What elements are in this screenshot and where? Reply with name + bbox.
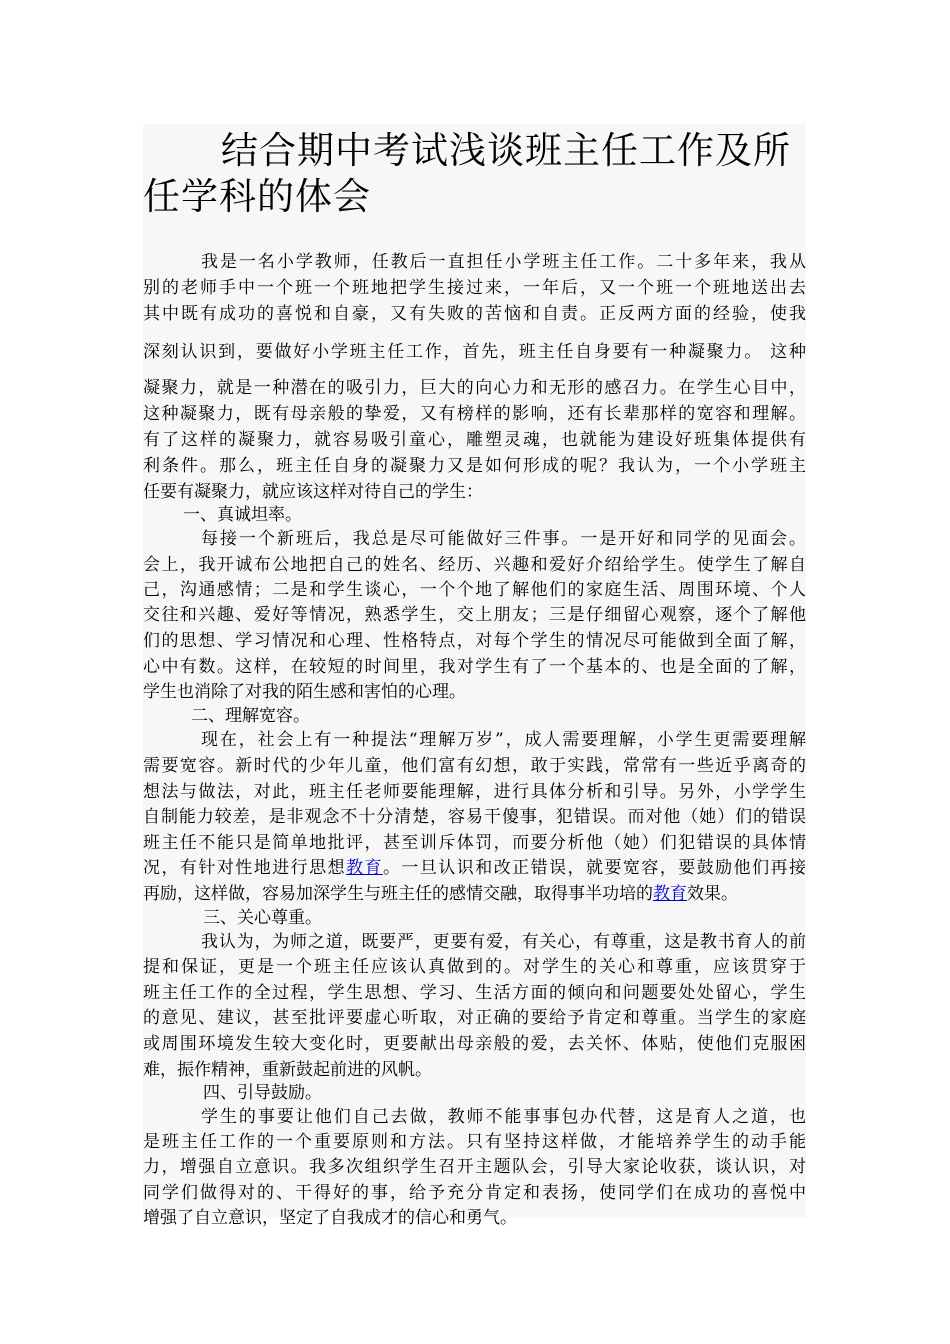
document-title: 结合期中考试浅谈班主任工作及所任学科的体会 xyxy=(143,129,791,218)
text-line: 有了这样的凝聚力，就容易吸引童心，雕塑灵魂，也就能为建设好班集体提供有 xyxy=(143,430,806,450)
text-line: 自制能力较差，是非观念不十分清楚，容易干傻事，犯错误。而对他（她）们的错误 xyxy=(143,807,806,827)
text-line: 再励，这样做，容易加深学生与班主任的感情交融，取得事半功培的教育效果。 xyxy=(143,884,738,904)
text-line: 我是一名小学教师，任教后一直担任小学班主任工作。二十多年来，我从 xyxy=(201,252,806,272)
text-line: 我认为，为师之道，既要严，更要有爱，有关心，有尊重，这是教书育人的前 xyxy=(201,932,806,952)
text-line: 提和保证，更是一个班主任应该认真做到的。对学生的关心和尊重，应该贯穿于 xyxy=(143,957,806,977)
text-line: 学生也消除了对我的陌生感和害怕的心理。 xyxy=(143,682,466,702)
text-line: 况，有针对性地进行思想教育。一旦认识和改正错误，就要宽容，要鼓励他们再接 xyxy=(143,858,806,878)
text-line: 会上，我开诚布公地把自己的姓名、经历、兴趣和爱好介绍给学生。使学生了解自 xyxy=(143,555,806,575)
text-line: 力，增强自立意识。我多次组织学生召开主题队会，引导大家论收获，谈认识，对 xyxy=(143,1157,806,1177)
section-heading: 一、真诚坦率。 xyxy=(183,505,302,525)
text-line: 己，沟通感情；二是和学生谈心，一个个地了解他们的家庭生活、周围环境、个人 xyxy=(143,580,806,600)
text-line: 交往和兴趣、爱好等情况，熟悉学生，交上朋友；三是仔细留心观察，逐个了解他 xyxy=(143,605,806,625)
text-line: 现在，社会上有一种提法“理解万岁”，成人需要理解，小学生更需要理解 xyxy=(201,730,806,750)
text-line: 难，振作精神，重新鼓起前进的风帆。 xyxy=(143,1060,432,1080)
text-line: 或周围环境发生较大变化时，更要献出母亲般的爱，去关怀、体贴，使他们克服困 xyxy=(143,1034,806,1054)
text-line: 学生的事要让他们自己去做，教师不能事事包办代替，这是育人之道，也 xyxy=(201,1107,806,1127)
text-line: 增强了自立意识，坚定了自我成才的信心和勇气。 xyxy=(143,1208,517,1228)
text-line: 凝聚力，就是一种潜在的吸引力，巨大的向心力和无形的感召力。在学生心目中， xyxy=(143,378,806,398)
section-heading: 二、理解宽容。 xyxy=(191,706,310,726)
text-line: 想法与做法，对此，班主任老师要能理解，进行具体分析和引导。另外，小学学生 xyxy=(143,782,806,802)
education-link[interactable]: 教育 xyxy=(346,858,383,878)
text-line: 每接一个新班后，我总是尽可能做好三件事。一是开好和同学的见面会。 xyxy=(201,529,806,549)
text-line: 需要宽容。新时代的少年儿童，他们富有幻想，敢于实践，常常有一些近乎离奇的 xyxy=(143,756,806,776)
text-line: 的意见、建议，甚至批评要虚心听取，对正确的要给予肯定和尊重。当学生的家庭 xyxy=(143,1008,806,1028)
text-line: 班主任工作的全过程，学生思想、学习、生活方面的倾向和问题要处处留心，学生 xyxy=(143,983,806,1003)
text-line: 同学们做得对的、干得好的事，给予充分肯定和表扬，使同学们在成功的喜悦中 xyxy=(143,1183,806,1203)
text-line: 心中有数。这样，在较短的时间里，我对学生有了一个基本的、也是全面的了解， xyxy=(143,657,806,677)
section-heading: 三、关心尊重。 xyxy=(203,908,322,928)
text-line: 这种凝聚力，既有母亲般的挚爱，又有榜样的影响，还有长辈那样的宽容和理解。 xyxy=(143,404,806,424)
section-heading: 四、引导鼓励。 xyxy=(203,1083,322,1103)
text-line: 其中既有成功的喜悦和自豪，又有失败的苦恼和自责。正反两方面的经验，使我 xyxy=(143,304,806,324)
text-line: 深刻认识到，要做好小学班主任工作，首先，班主任自身要有一种凝聚力。 这种 xyxy=(143,342,806,362)
text-line: 任要有凝聚力，就应该这样对待自己的学生： xyxy=(143,482,483,502)
text-line: 班主任不能只是简单地批评，甚至训斥体罚，而要分析他（她）们犯错误的具体情 xyxy=(143,833,806,853)
text-line: 们的思想、学习情况和心理、性格特点，对每个学生的情况尽可能做到全面了解， xyxy=(143,631,806,651)
text-line: 别的老师手中一个班一个班地把学生接过来，一年后，又一个班一个班地送出去 xyxy=(143,278,806,298)
text-line: 利条件。那么，班主任自身的凝聚力又是如何形成的呢？我认为，一个小学班主 xyxy=(143,456,806,476)
education-link[interactable]: 教育 xyxy=(653,884,687,904)
text-line: 是班主任工作的一个重要原则和方法。只有坚持这样做，才能培养学生的动手能 xyxy=(143,1132,806,1152)
